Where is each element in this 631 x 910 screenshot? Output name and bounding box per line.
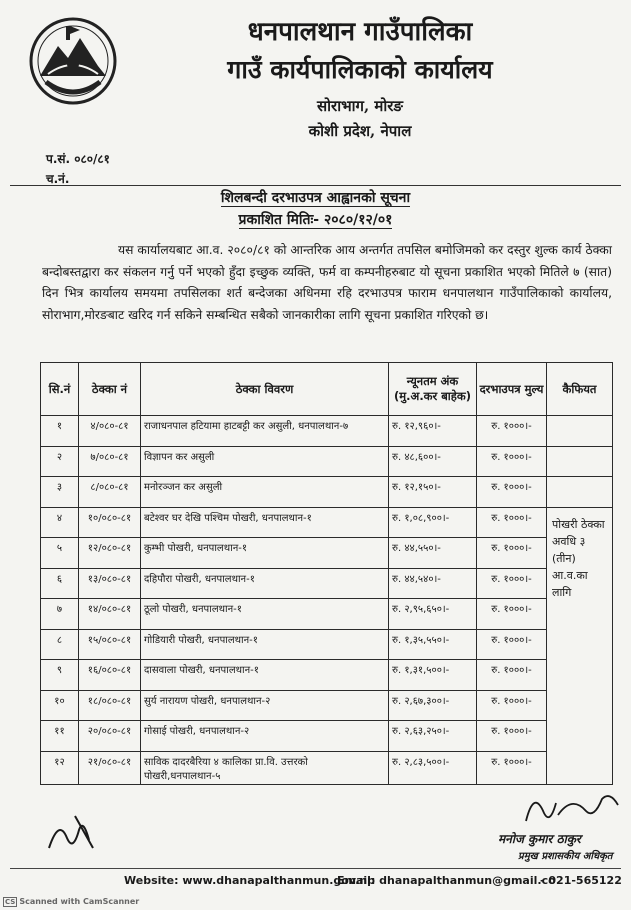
table-row [41, 721, 613, 752]
cell-form-price: रु. १०००।- [477, 538, 547, 569]
cell-description: कुम्भी पोखरी, धनपालथान-१ [141, 538, 389, 569]
notice-date [0, 210, 631, 229]
col-header-minimum-amount: न्यूनतम अंक (मु.अ.कर बाहेक) [389, 363, 477, 416]
cell-description: बटेश्वर घर देखि पश्चिम पोखरी, धनपालथान-१ [141, 507, 389, 538]
cell-minimum-amount: रु. १,३५,५५०।- [389, 629, 477, 660]
office-name: गाउँ कार्यपालिकाको कार्यालय [227, 55, 493, 84]
cell-description: ठूलो पोखरी, धनपालथान-१ [141, 599, 389, 630]
cell-sn: ३ [41, 477, 79, 508]
cell-form-price: रु. १०००।- [477, 568, 547, 599]
footer-divider [10, 868, 621, 869]
office-location: सोराभाग, मोरङ [317, 97, 403, 115]
cell-minimum-amount: रु. १,३१,५००।- [389, 660, 477, 691]
cell-description: सुर्य नारायण पोखरी, धनपालथान-२ [141, 690, 389, 721]
cell-minimum-amount: रु. ४४,५५०।- [389, 538, 477, 569]
cell-contract-no: १४/०८०-८१ [79, 599, 141, 630]
cell-sn: ७ [41, 599, 79, 630]
table-row [41, 568, 613, 599]
municipality-name: धनपालथान गाउँपालिका [247, 17, 473, 47]
cell-form-price: रु. १०००।- [477, 599, 547, 630]
cell-sn: १२ [41, 751, 79, 784]
footer-email[interactable]: Email: dhanapalthanmun@gmail.co [337, 874, 556, 887]
camscanner-icon: CS [5, 898, 16, 906]
table-row [41, 416, 613, 447]
col-header-form-price: दरभाउपत्र मुल्य [477, 363, 547, 416]
cell-contract-no: १८/०८०-८१ [79, 690, 141, 721]
cell-sn: ८ [41, 629, 79, 660]
cell-contract-no: १२/०८०-८१ [79, 538, 141, 569]
cell-form-price: रु. १०००।- [477, 629, 547, 660]
camscanner-text: Scanned with CamScanner [19, 897, 140, 906]
cell-form-price: रु. १०००।- [477, 416, 547, 447]
cell-remarks: पोखरी ठेक्का अवधि ३ (तीन) आ.व.का लागि [547, 507, 613, 784]
col-header-contract-no: ठेक्का नं [79, 363, 141, 416]
cell-description: गोसाई पोखरी, धनपालथान-२ [141, 721, 389, 752]
cell-minimum-amount: रु. २,९५,६५०।- [389, 599, 477, 630]
col-header-sn: सि.नं [41, 363, 79, 416]
table-row [41, 751, 613, 784]
header-divider [10, 185, 621, 186]
cell-sn: ५ [41, 538, 79, 569]
table-row [41, 629, 613, 660]
col-header-remarks: कैफियत [547, 363, 613, 416]
cell-form-price: रु. १०००।- [477, 446, 547, 477]
cell-sn: २ [41, 446, 79, 477]
contract-table [40, 362, 613, 785]
cell-description: साविक दादरबैरिया ४ कालिका प्रा.वि. उत्तरको पोखरी,धनपालथान-५ [141, 751, 389, 784]
cell-minimum-amount: रु. १२,९६०।- [389, 416, 477, 447]
table-row [41, 507, 613, 538]
handwritten-signature-left [45, 808, 115, 858]
col-header-description: ठेक्का विवरण [141, 363, 389, 416]
letter-ref-number: प.सं. ०८०/८१ [46, 152, 110, 166]
officer-name: मनोज कुमार ठाकुर [498, 832, 581, 846]
notice-date-text: प्रकाशित मितिः- २०८०/१२/०१ [238, 212, 393, 228]
notice-title [0, 188, 631, 207]
cell-minimum-amount: रु. २,६७,३००।- [389, 690, 477, 721]
cell-contract-no: २१/०८०-८१ [79, 751, 141, 784]
cell-description: विज्ञापन कर असुली [141, 446, 389, 477]
cell-description: मनोरञ्जन कर असुली [141, 477, 389, 508]
cell-minimum-amount: रु. १२,१५०।- [389, 477, 477, 508]
nepal-emblem-logo [28, 16, 118, 106]
cell-minimum-amount: रु. १,०८,९००।- [389, 507, 477, 538]
cell-minimum-amount: रु. २,६३,२५०।- [389, 721, 477, 752]
cell-form-price: रु. १०००।- [477, 690, 547, 721]
table-header-row [41, 363, 613, 416]
cell-form-price: रु. १०००।- [477, 721, 547, 752]
cell-minimum-amount: रु. ४४,५४०।- [389, 568, 477, 599]
cell-sn: ११ [41, 721, 79, 752]
cell-remarks-empty [547, 446, 613, 477]
camscanner-watermark [3, 897, 139, 907]
cell-contract-no: ८/०८०-८१ [79, 477, 141, 508]
table-row [41, 660, 613, 691]
cell-sn: ४ [41, 507, 79, 538]
cell-sn: ९ [41, 660, 79, 691]
cell-description: दहिपौरा पोखरी, धनपालथान-१ [141, 568, 389, 599]
cell-form-price: रु. १०००।- [477, 660, 547, 691]
cell-contract-no: १३/०८०-८१ [79, 568, 141, 599]
cell-sn: ६ [41, 568, 79, 599]
dispatch-number: च.नं. [46, 172, 70, 186]
handwritten-signature-right [522, 785, 622, 830]
notice-body: यस कार्यालयबाट आ.व. २०८०/८१ को आन्तरिक आय अन्तर्गत तपसिल बमोजिमको कर दस्तुर शुल्क कार्य ठेक्का बन्दोबस्तद्वारा कर संकलन गर्नु पर्ने भएको हुँदा इच्छुक व्यक्ति, फर्म वा कम्पनीहरुबाट यो सूचना प्रकाशित भएको मितिले ७ (सात) दिन भित्र कार्यालय समयमा तपसिलका शर्त बन्देजका अधिनमा रहि दरभाउपत्र फाराम धनपालथान गाउँपालिकाको कार्यालय, सोराभाग,मोरङबाट खरिद गर्न सकिने सम्बन्धित सबैको जानकारीका लागि सूचना प्रकाशित गरिएको छ। [42, 243, 612, 322]
table-row [41, 599, 613, 630]
cell-contract-no: ७/०८०-८१ [79, 446, 141, 477]
officer-designation: प्रमुख प्रशासकीय अधिकृत [518, 851, 613, 862]
cell-contract-no: १५/०८०-८१ [79, 629, 141, 660]
office-province: कोशी प्रदेश, नेपाल [308, 122, 412, 140]
cell-form-price: रु. १०००।- [477, 507, 547, 538]
cell-contract-no: १०/०८०-८१ [79, 507, 141, 538]
cell-description: गोडियारी पोखरी, धनपालथान-१ [141, 629, 389, 660]
cell-minimum-amount: रु. ४८,६००।- [389, 446, 477, 477]
cell-form-price: रु. १०००।- [477, 477, 547, 508]
cell-contract-no: २०/०८०-८१ [79, 721, 141, 752]
table-row [41, 477, 613, 508]
cell-contract-no: ४/०८०-८१ [79, 416, 141, 447]
notice-title-text: शिलबन्दी दरभाउपत्र आह्वानको सूचना [220, 190, 411, 206]
footer-website[interactable]: Website: www.dhanapalthanmun.gov.np [124, 874, 375, 887]
cell-description: राजाधनपाल हटियामा हाटबट्टी कर असुली, धनपालथान-७ [141, 416, 389, 447]
cell-remarks-empty [547, 416, 613, 447]
cell-sn: १ [41, 416, 79, 447]
table-row [41, 690, 613, 721]
cell-description: दासवाला पोखरी, धनपालथान-१ [141, 660, 389, 691]
cell-remarks-empty [547, 477, 613, 508]
table-row [41, 538, 613, 569]
cell-contract-no: १६/०८०-८१ [79, 660, 141, 691]
cell-form-price: रु. १०००।- [477, 751, 547, 784]
cell-sn: १० [41, 690, 79, 721]
table-row [41, 446, 613, 477]
cell-minimum-amount: रु. २,८३,५००।- [389, 751, 477, 784]
footer-phone: - 021-565122 [540, 874, 622, 887]
